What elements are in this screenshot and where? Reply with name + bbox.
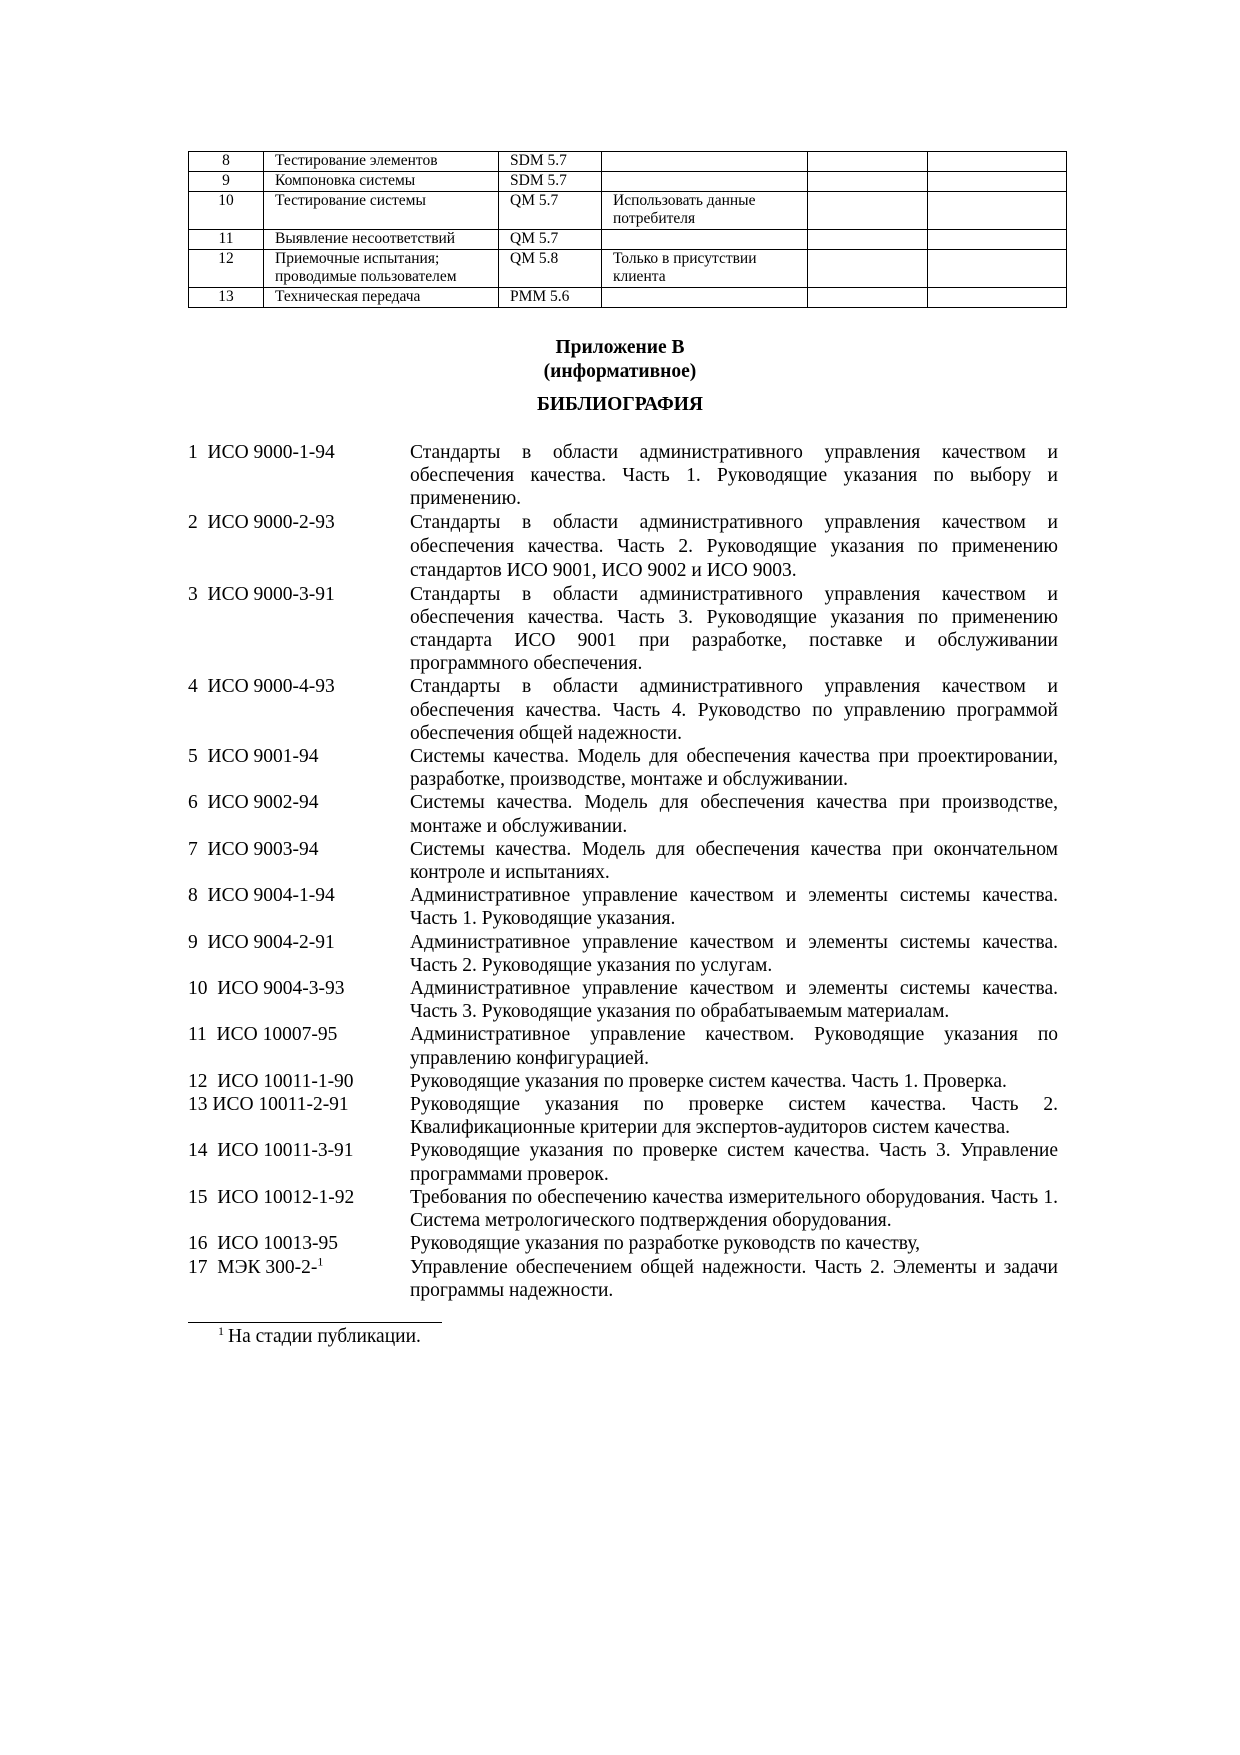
row-cell-6	[928, 172, 1067, 192]
row-note: Использовать данные потребителя	[602, 192, 808, 230]
bibliography-entry	[188, 838, 1058, 884]
footnote-reference: 1	[317, 1254, 324, 1268]
row-cell-5	[808, 152, 928, 172]
row-cell-5	[808, 230, 928, 250]
bibliography-entry	[188, 1023, 1058, 1069]
row-reference: PMM 5.6	[499, 288, 602, 308]
bibliography-entry	[188, 1139, 1058, 1185]
bibliography-entry	[188, 791, 1058, 837]
row-stage: Приемочные испытания; проводимые пользователем	[264, 250, 499, 288]
entry-description: Административное управление качеством и элементы системы качества. Часть 3. Руководящие указания по обрабатываемым материалам.	[410, 978, 1058, 1023]
row-cell-5	[808, 250, 928, 288]
entry-description: Руководящие указания по разработке руководств по качеству,	[410, 1233, 921, 1255]
row-number: 10	[189, 192, 264, 230]
entry-code: 11 ИСО 10007-95	[188, 1024, 338, 1046]
table-row	[189, 250, 1067, 288]
bibliography-entry	[188, 511, 1058, 583]
row-reference: QM 5.7	[499, 192, 602, 230]
footnote	[218, 1325, 421, 1348]
bibliography-entry	[188, 1186, 1058, 1232]
row-note	[602, 230, 808, 250]
footnote-mark: 1	[218, 1323, 224, 1338]
row-reference: SDM 5.7	[499, 152, 602, 172]
appendix-title: Приложение В	[555, 337, 685, 358]
bibliography-entry	[188, 675, 1058, 745]
row-stage: Тестирование элементов	[264, 152, 499, 172]
row-stage: Техническая передача	[264, 288, 499, 308]
row-note	[602, 288, 808, 308]
entry-description: Стандарты в области административного управления качеством и обеспечения качества. Часть 3. Руководящие указания по применению стандарта ИСО 9001 при разработке, поставке и обслуживании программного обеспечения.	[410, 583, 1058, 675]
bibliography-entry	[188, 1093, 1058, 1139]
entry-code: 8 ИСО 9004-1-94	[188, 885, 335, 907]
bibliography-list	[188, 441, 1058, 1302]
entry-code: 15 ИСО 10012-1-92	[188, 1186, 355, 1208]
bibliography-entry	[188, 745, 1058, 791]
entry-code: 12 ИСО 10011-1-90	[188, 1070, 354, 1092]
bibliography-entry	[188, 1256, 1058, 1302]
plan-table	[188, 151, 1067, 308]
entry-description: Административное управление качеством и элементы системы качества. Часть 1. Руководящие указания.	[410, 885, 1058, 930]
bibliography-entry	[188, 583, 1058, 676]
entry-code-text: 17 МЭК 300-2-	[188, 1256, 318, 1278]
row-note	[602, 152, 808, 172]
row-note	[602, 172, 808, 192]
appendix-subtitle: (информативное)	[543, 361, 697, 382]
entry-code: 10 ИСО 9004-3-93	[188, 978, 345, 1000]
entry-code: 3 ИСО 9000-3-91	[188, 583, 335, 605]
entry-code: 7 ИСО 9003-94	[188, 838, 319, 860]
row-number: 9	[189, 172, 264, 192]
row-stage: Выявление несоответствий	[264, 230, 499, 250]
bibliography-entry	[188, 1232, 1058, 1255]
row-number: 13	[189, 288, 264, 308]
entry-code: 6 ИСО 9002-94	[188, 792, 319, 814]
row-number: 11	[189, 230, 264, 250]
entry-code: 5 ИСО 9001-94	[188, 746, 319, 768]
row-cell-6	[928, 230, 1067, 250]
row-number: 12	[189, 250, 264, 288]
entry-description: Стандарты в области административного управления качеством и обеспечения качества. Часть 4. Руководство по управлению программой обеспечения общей надежности.	[410, 676, 1058, 744]
entry-description: Руководящие указания по проверке систем качества. Часть 1. Проверка.	[410, 1070, 1007, 1092]
row-stage: Компоновка системы	[264, 172, 499, 192]
plan-table-body	[189, 152, 1067, 308]
row-cell-5	[808, 192, 928, 230]
entry-description: Административное управление качеством и элементы системы качества. Часть 2. Руководящие указания по услугам.	[410, 931, 1058, 976]
bibliography-entry	[188, 441, 1058, 511]
entry-description: Стандарты в области административного управления качеством и обеспечения качества. Часть 2. Руководящие указания по применению стандартов ИСО 9001, ИСО 9002 и ИСО 9003.	[410, 511, 1058, 581]
row-cell-5	[808, 172, 928, 192]
bibliography-entry	[188, 884, 1058, 930]
row-number: 8	[189, 152, 264, 172]
entry-description: Управление обеспечением общей надежности. Часть 2. Элементы и задачи программы надежности.	[410, 1256, 1058, 1301]
entry-code	[188, 1256, 410, 1302]
table-row	[189, 288, 1067, 308]
row-cell-6	[928, 152, 1067, 172]
entry-code: 13 ИСО 10011-2-91	[188, 1094, 349, 1116]
entry-description: Системы качества. Модель для обеспечения качества при производстве, монтаже и обслуживании.	[410, 792, 1058, 837]
entry-code: 4 ИСО 9000-4-93	[188, 676, 335, 698]
row-cell-5	[808, 288, 928, 308]
row-reference: QM 5.8	[499, 250, 602, 288]
entry-code: 14 ИСО 10011-3-91	[188, 1140, 354, 1162]
row-reference: SDM 5.7	[499, 172, 602, 192]
footnote-separator	[188, 1322, 442, 1323]
entry-description: Руководящие указания по проверке систем качества. Часть 3. Управление программами проверок.	[410, 1140, 1058, 1185]
table-row	[189, 192, 1067, 230]
entry-description: Системы качества. Модель для обеспечения качества при окончательном контроле и испытаниях.	[410, 838, 1058, 884]
bibliography-heading: БИБЛИОГРАФИЯ	[536, 394, 703, 415]
table-row	[189, 230, 1067, 250]
entry-code: 2 ИСО 9000-2-93	[188, 511, 335, 533]
entry-code: 16 ИСО 10013-95	[188, 1233, 339, 1255]
row-note: Только в присутствии клиента	[602, 250, 808, 288]
table-row	[189, 172, 1067, 192]
entry-code: 1 ИСО 9000-1-94	[188, 442, 335, 463]
footnote-text: На стадии публикации.	[228, 1326, 421, 1347]
row-cell-6	[928, 288, 1067, 308]
entry-description: Требования по обеспечению качества измерительного оборудования. Часть 1. Система метрологического подтверждения оборудования.	[410, 1186, 1058, 1232]
row-cell-6	[928, 250, 1067, 288]
bibliography-entry	[188, 1070, 1058, 1093]
row-cell-6	[928, 192, 1067, 230]
bibliography-entry	[188, 977, 1058, 1023]
entry-description: Стандарты в области административного управления качеством и обеспечения качества. Часть 1. Руководящие указания по выбору и применению.	[410, 442, 1058, 510]
entry-description: Руководящие указания по проверке систем качества. Часть 2. Квалификационные критерии для экспертов-аудиторов систем качества.	[410, 1094, 1058, 1139]
entry-description: Административное управление качеством. Руководящие указания по управлению конфигурацией.	[410, 1024, 1058, 1069]
bibliography-entry	[188, 931, 1058, 977]
row-reference: QM 5.7	[499, 230, 602, 250]
entry-code: 9 ИСО 9004-2-91	[188, 931, 335, 953]
table-row	[189, 152, 1067, 172]
entry-description: Системы качества. Модель для обеспечения качества при проектировании, разработке, производстве, монтаже и обслуживании.	[410, 746, 1058, 791]
row-stage: Тестирование системы	[264, 192, 499, 230]
